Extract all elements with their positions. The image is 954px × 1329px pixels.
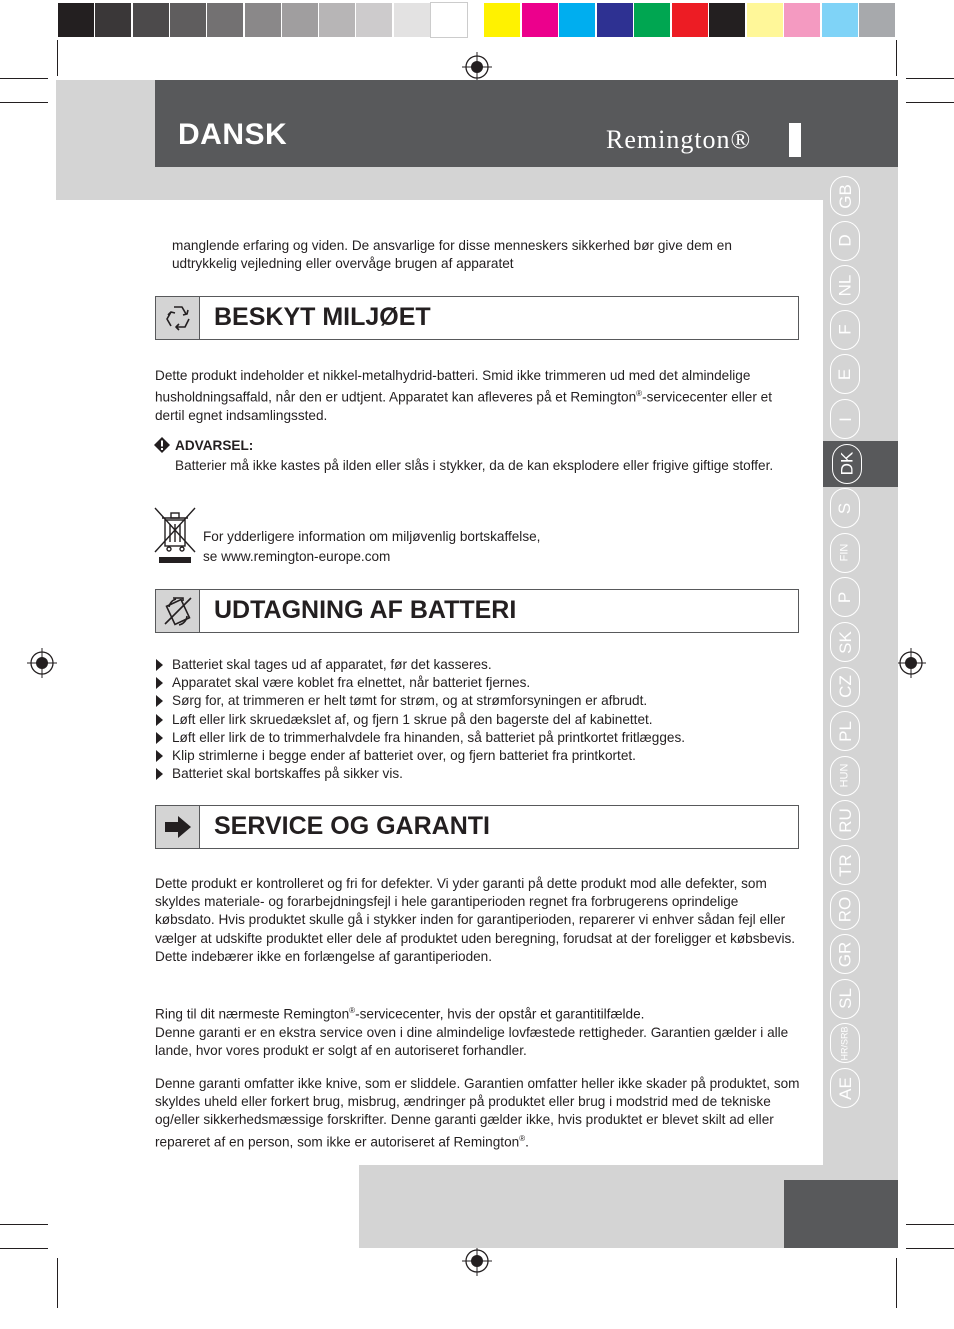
list-item: Apparatet skal være koblet fra elnettet, når batteriet fjernes. bbox=[155, 674, 800, 692]
warning-label: ADVARSEL: bbox=[175, 438, 254, 453]
language-tab-sk[interactable] bbox=[830, 622, 860, 662]
color-swatch bbox=[170, 3, 206, 37]
language-code: GB bbox=[835, 183, 855, 209]
language-code: PL bbox=[835, 720, 855, 742]
list-item: Batteriet skal bortskaffes på sikker vis. bbox=[155, 765, 800, 783]
language-tab-p[interactable] bbox=[830, 577, 860, 617]
section-header-environment bbox=[155, 296, 799, 340]
color-swatch bbox=[522, 3, 558, 37]
list-item: Batteriet skal tages ud af apparatet, før det kasseres. bbox=[155, 656, 800, 674]
color-swatch bbox=[282, 3, 318, 37]
environment-paragraph bbox=[155, 367, 800, 425]
language-tab-cz[interactable] bbox=[830, 667, 860, 707]
language-tab-ro[interactable] bbox=[830, 890, 860, 930]
crossed-bin-icon bbox=[153, 506, 197, 566]
language-code: D bbox=[835, 234, 855, 247]
service-paragraph-3 bbox=[155, 1075, 800, 1151]
language-code: FIN bbox=[838, 543, 851, 562]
warning-icon bbox=[154, 437, 170, 453]
page-title: DANSK bbox=[178, 118, 288, 151]
crop-mark bbox=[906, 1248, 954, 1249]
registered-mark: ® bbox=[349, 1006, 356, 1015]
list-item: Klip strimlerne i begge ender af batteriet over, og fjern batteriet fra printkortet. bbox=[155, 747, 800, 765]
language-tab-dk[interactable] bbox=[823, 441, 898, 487]
color-swatch bbox=[709, 3, 745, 37]
language-code: TR bbox=[835, 853, 855, 877]
section-title-environment: BESKYT MILJØET bbox=[214, 303, 431, 331]
language-code: E bbox=[835, 368, 855, 381]
language-code: CZ bbox=[835, 675, 855, 698]
warning-text: Batterier må ikke kastes på ilden eller slås i stykker, da de kan eksplodere eller frigive giftige stoffer. bbox=[175, 458, 774, 473]
color-swatch bbox=[559, 3, 595, 37]
language-tab-pl[interactable] bbox=[830, 711, 860, 751]
language-code: HR/SRB bbox=[839, 1026, 850, 1061]
section-header-service bbox=[155, 805, 799, 849]
service-p3-text-b: . bbox=[525, 1134, 529, 1150]
registered-mark: ® bbox=[636, 389, 643, 399]
color-swatch bbox=[784, 3, 820, 37]
color-swatch bbox=[431, 3, 467, 37]
page-number-tab bbox=[784, 1180, 898, 1248]
color-swatch bbox=[58, 3, 94, 37]
color-swatch bbox=[484, 3, 520, 37]
color-swatch bbox=[356, 3, 392, 37]
battery-steps-list bbox=[155, 656, 800, 783]
list-item: Sørg for, at trimmeren er helt tømt for strøm, og at strømforsyningen er afbrudt. bbox=[155, 692, 800, 710]
service-p2-text-c: Denne garanti er en ekstra service oven i dine almindelige lovfæstede rettigheder. Garantien gælder i alle lande, hvor vores produkt er solgt af en autoriseret forhandler. bbox=[155, 1024, 789, 1058]
language-tab-sl[interactable] bbox=[830, 979, 860, 1019]
brand-logo: Remington® bbox=[606, 125, 752, 154]
language-tab-ru[interactable] bbox=[830, 800, 860, 840]
crop-mark bbox=[896, 40, 897, 76]
language-code: S bbox=[835, 502, 855, 514]
crop-mark bbox=[906, 102, 954, 103]
section-title-service: SERVICE OG GARANTI bbox=[214, 812, 490, 840]
registration-mark-icon bbox=[462, 52, 492, 82]
crop-mark bbox=[0, 1224, 48, 1225]
language-tab-gb[interactable] bbox=[830, 176, 860, 216]
language-tab-fin[interactable] bbox=[830, 533, 860, 573]
language-tab-ae[interactable] bbox=[830, 1068, 860, 1108]
crop-mark bbox=[906, 1224, 954, 1225]
service-p3-text-a: Denne garanti omfatter ikke knive, som er sliddele. Garantien omfatter heller ikke skader på produktet, som skyldes uheld eller forkert brug, misbrug, ændringer på produktet eller brug i modstrid med de tekniske og/eller sikkerhedsmæssige forskrifter. Denne garanti gælder ikke, hvis produktet er blevet skilt ad eller repareret af en person, som ikke er autoriseret af Remington bbox=[155, 1076, 800, 1150]
language-tab-f[interactable] bbox=[830, 310, 860, 350]
language-tab-d[interactable] bbox=[830, 221, 860, 261]
section-header-battery bbox=[155, 589, 799, 633]
language-code: AE bbox=[835, 1076, 855, 1100]
disposal-info-line2: se www.remington-europe.com bbox=[203, 549, 391, 564]
arrow-right-icon bbox=[156, 806, 200, 848]
color-swatch bbox=[822, 3, 858, 37]
crop-mark bbox=[0, 78, 48, 79]
registration-mark-icon bbox=[462, 1246, 492, 1276]
color-swatch bbox=[859, 3, 895, 37]
color-swatch bbox=[207, 3, 243, 37]
registered-mark: ® bbox=[519, 1133, 526, 1143]
language-tab-nl[interactable] bbox=[830, 265, 860, 305]
color-swatch bbox=[95, 3, 131, 37]
language-code: SL bbox=[835, 988, 855, 1010]
language-tab-s[interactable] bbox=[830, 488, 860, 528]
header-gray-band bbox=[56, 167, 823, 200]
recycle-icon bbox=[156, 297, 200, 339]
list-item: Løft eller lirk skruedækslet af, og fjern 1 skrue på den bagerste del af kabinettet. bbox=[155, 711, 800, 729]
language-code: RO bbox=[835, 896, 855, 923]
language-code: SK bbox=[835, 630, 855, 654]
language-code: P bbox=[835, 591, 855, 604]
language-tab-e[interactable] bbox=[830, 354, 860, 394]
list-item: Løft eller lirk de to trimmerhalvdele fra hinanden, så batteriet på printkortet fritlægges. bbox=[155, 729, 800, 747]
language-code: NL bbox=[835, 274, 855, 297]
service-p2-text-b: -servicecenter, hvis der opstår et garantitilfælde. bbox=[355, 1006, 645, 1022]
crop-mark bbox=[0, 102, 48, 103]
color-swatch bbox=[133, 3, 169, 37]
color-swatch bbox=[634, 3, 670, 37]
color-swatch bbox=[672, 3, 708, 37]
color-swatch bbox=[597, 3, 633, 37]
brand-logo-bar bbox=[789, 123, 801, 157]
crop-mark bbox=[57, 40, 58, 76]
language-tab-hun[interactable] bbox=[830, 756, 860, 796]
crop-mark bbox=[896, 1258, 897, 1308]
color-swatch bbox=[747, 3, 783, 37]
language-code: GR bbox=[835, 941, 855, 967]
color-swatch bbox=[394, 3, 430, 37]
language-code: I bbox=[835, 416, 855, 422]
service-paragraph-1: Dette produkt er kontrolleret og fri for defekter. Vi yder garanti på dette produkt mod alle defekter, som skyldes materiale- og forarbejdningsfejl i hele garantiperioden regnet fra forbrugerens oprindelige købsdato. Hvis produktet skulle gå i stykker inden for garantiperioden, reparerer vi enhver sådan fejl eller vælger at udskifte produktet eller dele af produktet uden beregning, forudsat at der foreligger et købsbevis. Dette indebærer ikke en forlængelse af garantiperioden. bbox=[155, 876, 796, 964]
environment-text-b: -servicecenter eller et dertil egnet indsamlingssted. bbox=[155, 389, 773, 423]
color-swatch bbox=[245, 3, 281, 37]
language-code: RU bbox=[835, 808, 855, 833]
language-tab-i[interactable] bbox=[830, 399, 860, 439]
environment-text-a: Dette produkt indeholder et nikkel-metalhydrid-batteri. Smid ikke trimmeren ud med det almindelige husholdningsaffald, når den er udtjent. Apparatet kan afleveres på et Remington bbox=[155, 368, 751, 405]
language-code: HUN bbox=[838, 763, 851, 788]
intro-paragraph: manglende erfaring og viden. De ansvarlige for disse menneskers sikkerhed bør give dem en udtrykkelig vejledning eller overvåge brugen af apparatet bbox=[172, 238, 732, 272]
disposal-info-line1: For ydderligere information om miljøvenlig bortskaffelse, bbox=[203, 529, 541, 544]
language-tab-tr[interactable] bbox=[830, 845, 860, 885]
service-p2-text-a: Ring til dit nærmeste Remington bbox=[155, 1006, 350, 1022]
crop-mark bbox=[0, 1248, 48, 1249]
crop-mark bbox=[906, 78, 954, 79]
section-title-battery: UDTAGNING AF BATTERI bbox=[214, 596, 517, 624]
color-swatch bbox=[319, 3, 355, 37]
language-code: F bbox=[835, 324, 855, 335]
service-paragraph-2 bbox=[155, 1002, 800, 1060]
language-code: DK bbox=[837, 451, 857, 476]
battery-removal-icon bbox=[156, 590, 200, 632]
language-tab-gr[interactable] bbox=[830, 934, 860, 974]
crop-mark bbox=[57, 1258, 58, 1308]
registration-mark-icon bbox=[27, 648, 57, 678]
registration-mark-icon bbox=[896, 648, 926, 678]
language-tab-hr-srb[interactable] bbox=[830, 1023, 860, 1063]
